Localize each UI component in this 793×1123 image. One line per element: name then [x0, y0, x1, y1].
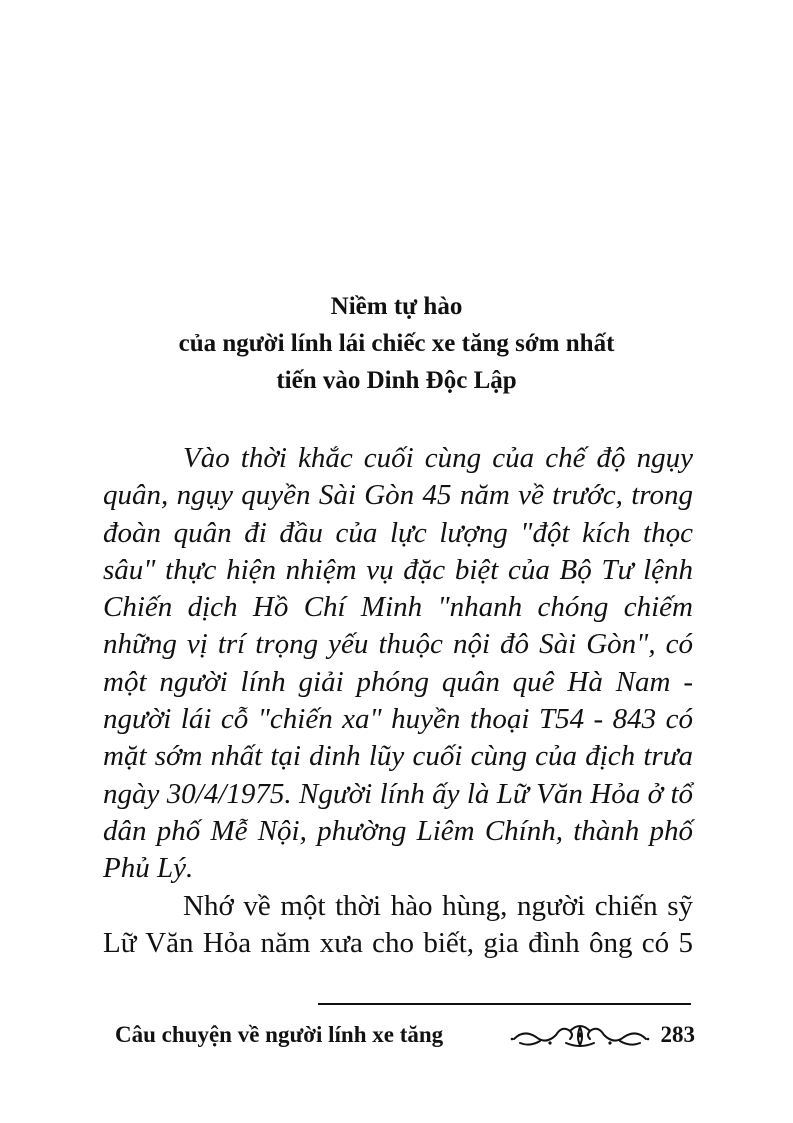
- title-line-3: tiến vào Dinh Độc Lập: [276, 367, 517, 394]
- text-line: một người lính giải phóng quân quê Hà Nam -: [103, 665, 693, 698]
- text-line: Lữ Văn Hỏa năm xưa cho biết, gia đình ông có 5: [103, 926, 693, 959]
- page-footer: [115, 1015, 695, 1055]
- text-line: dân phố Mễ Nội, phường Liêm Chính, thành phố: [103, 814, 693, 847]
- text-line: quân, ngụy quyền Sài Gòn 45 năm về trước, trong: [103, 479, 693, 512]
- body-text: [103, 440, 693, 962]
- second-paragraph: [103, 888, 693, 963]
- title-line-1: Niềm tự hào: [330, 293, 463, 320]
- text-line: Nhớ về một thời hào hùng, người chiến sỹ: [183, 889, 693, 922]
- text-line: Vào thời khắc cuối cùng của chế độ ngụy: [183, 442, 693, 474]
- text-line: đoàn quân đi đầu của lực lượng "đột kích thọc: [103, 516, 693, 549]
- text-line: mặt sớm nhất tại dinh lũy cuối cùng của địch trưa: [103, 740, 693, 773]
- text-line: ngày 30/4/1975. Người lính ấy là Lữ Văn Hỏa ở tổ: [103, 777, 693, 810]
- intro-paragraph: [103, 440, 693, 888]
- text-line: Chiến dịch Hồ Chí Minh "nhanh chóng chiếm: [103, 591, 693, 624]
- running-title: Câu chuyện về người lính xe tăng: [115, 1022, 444, 1047]
- floral-ornament-icon: [510, 1019, 650, 1051]
- text-line: sâu" thực hiện nhiệm vụ đặc biệt của Bộ Tư lệnh: [103, 553, 693, 586]
- page-number: 283: [660, 1022, 695, 1047]
- text-line: Phủ Lý.: [103, 852, 194, 885]
- title-line-2: của người lính lái chiếc xe tăng sớm nhất: [178, 330, 615, 357]
- footer-rule: [318, 1003, 691, 1005]
- text-line: những vị trí trọng yếu thuộc nội đô Sài Gòn", có: [103, 628, 693, 661]
- chapter-title: [100, 288, 693, 399]
- text-line: người lái cỗ "chiến xa" huyền thoại T54 - 843 có: [103, 703, 693, 736]
